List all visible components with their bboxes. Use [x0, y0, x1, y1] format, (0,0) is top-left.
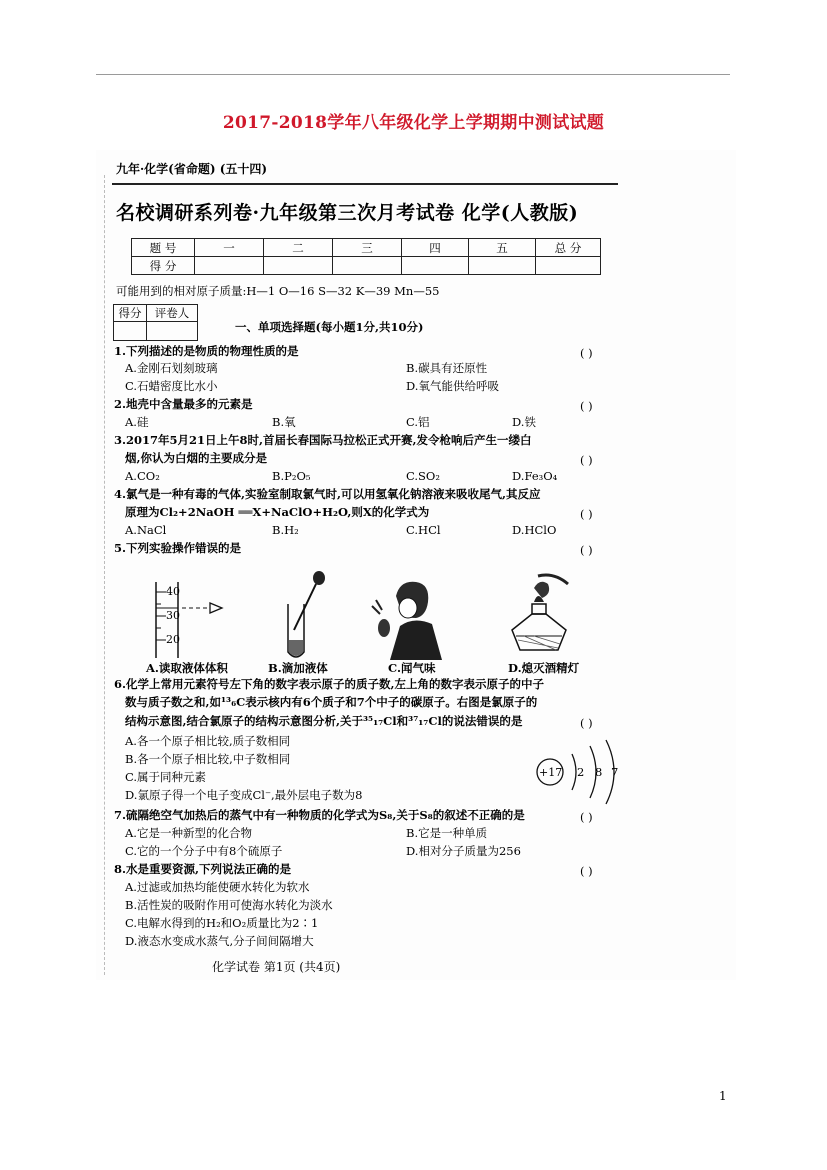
series-label: 九年·化学(省命题) (五十四) [116, 162, 268, 176]
alcohol-lamp-figure [498, 570, 578, 662]
smelling-person-figure [370, 576, 450, 662]
grader-box [113, 304, 198, 341]
grader-score-label: 得分 [114, 305, 147, 322]
q3-option-d: D.Fe₃O₄ [512, 469, 558, 483]
q1-stem: 1.下列描述的是物质的物理性质的是 [114, 344, 299, 358]
q2-option-c: C.铝 [406, 415, 430, 429]
q8-option-d: D.液态水变成水蒸气,分子间间隔增大 [125, 934, 314, 948]
answer-blank: ( ) [580, 543, 593, 557]
q4-option-c: C.HCl [406, 523, 441, 537]
score-cell: 二 [264, 239, 333, 257]
q8-stem: 8.水是重要资源,下列说法正确的是 [114, 862, 292, 876]
exam-title: 名校调研系列卷·九年级第三次月考试卷 化学(人教版) [116, 202, 579, 224]
score-value-row [132, 257, 601, 275]
q2-option-d: D.铁 [512, 415, 536, 429]
answer-blank: ( ) [580, 507, 593, 521]
score-row-label: 得 分 [132, 257, 195, 275]
score-cell: 题 号 [132, 239, 195, 257]
q5-option-d: D.熄灭酒精灯 [508, 661, 580, 675]
scale-label: 30 [166, 609, 180, 622]
q7-option-a: A.它是一种新型的化合物 [125, 826, 252, 840]
answer-blank: ( ) [580, 716, 593, 730]
q1-option-a: A.金刚石划刻玻璃 [125, 361, 218, 375]
score-cell: 五 [469, 239, 536, 257]
q3-option-b: B.P₂O₅ [272, 469, 311, 483]
score-header-row [132, 239, 601, 257]
shell-electrons: 7 [611, 765, 619, 779]
shell-electrons: 2 [577, 765, 585, 779]
grader-reviewer-label: 评卷人 [147, 305, 198, 322]
q2-stem: 2.地壳中含量最多的元素是 [114, 397, 253, 411]
q4-stem-line2: 原理为Cl₂+2NaOH ══X+NaClO+H₂O,则X的化学式为 [125, 505, 430, 519]
q8-option-a: A.过滤或加热均能使硬水转化为软水 [125, 880, 310, 894]
q2-option-a: A.硅 [125, 415, 149, 429]
q4-option-d: D.HClO [512, 523, 557, 537]
series-rule [112, 183, 618, 185]
exam-footer: 化学试卷 第1页 (共4页) [212, 960, 341, 974]
answer-blank: ( ) [580, 864, 593, 878]
score-cell: 一 [195, 239, 264, 257]
score-cell: 总 分 [536, 239, 601, 257]
graduated-cylinder-figure [148, 578, 238, 660]
shell-electrons: 8 [595, 765, 603, 779]
q7-option-c: C.它的一个分子中有8个硫原子 [125, 844, 283, 858]
answer-blank: ( ) [580, 810, 593, 824]
answer-blank: ( ) [580, 399, 593, 413]
q3-option-c: C.SO₂ [406, 469, 440, 483]
q7-option-b: B.它是一种单质 [406, 826, 488, 840]
q6-stem-line2: 数与质子数之和,如¹³₆C表示核内有6个质子和7个中子的碳原子。右图是氯原子的 [125, 695, 538, 709]
q3-stem-line1: 3.2017年5月21日上午8时,首届长春国际马拉松正式开赛,发令枪响后产生一缕白 [114, 433, 532, 447]
answer-blank: ( ) [580, 453, 593, 467]
q4-stem-line1: 4.氯气是一种有毒的气体,实验室制取氯气时,可以用氢氧化钠溶液来吸收尾气,其反应 [114, 487, 541, 501]
q7-stem: 7.硫隔绝空气加热后的蒸气中有一种物质的化学式为S₈,关于S₈的叙述不正确的是 [114, 808, 525, 822]
q4-option-b: B.H₂ [272, 523, 299, 537]
grader-blank [114, 322, 147, 341]
q5-option-a: A.读取液体体积 [146, 661, 228, 675]
score-blank [536, 257, 601, 275]
q5-option-c: C.闻气味 [388, 661, 436, 675]
dropper-test-tube-figure [282, 570, 332, 662]
q4-option-a: A.NaCl [125, 523, 167, 537]
scale-label: 20 [166, 633, 180, 646]
score-blank [195, 257, 264, 275]
score-blank [469, 257, 536, 275]
score-cell: 四 [402, 239, 469, 257]
section-heading: 一、单项选择题(每小题1分,共10分) [235, 320, 424, 334]
q6-option-c: C.属于同种元素 [125, 770, 207, 784]
q7-option-d: D.相对分子质量为256 [406, 844, 521, 858]
q6-option-b: B.各一个原子相比较,中子数相同 [125, 752, 291, 766]
q5-option-b: B.滴加液体 [268, 661, 328, 675]
score-blank [333, 257, 402, 275]
grader-blank [147, 322, 198, 341]
score-cell: 三 [333, 239, 402, 257]
scale-label: 40 [166, 585, 180, 598]
header-rule [96, 74, 730, 75]
q3-stem-line2: 烟,你认为白烟的主要成分是 [125, 451, 268, 465]
q3-option-a: A.CO₂ [125, 469, 160, 483]
binding-margin-line [104, 175, 105, 975]
q1-option-c: C.石蜡密度比水小 [125, 379, 218, 393]
q6-option-d: D.氯原子得一个电子变成Cl⁻,最外层电子数为8 [125, 788, 363, 802]
q1-option-d: D.氧气能供给呼吸 [406, 379, 499, 393]
q6-option-a: A.各一个原子相比较,质子数相同 [125, 734, 291, 748]
q8-option-c: C.电解水得到的H₂和O₂质量比为2∶1 [125, 916, 319, 930]
nucleus-charge: +17 [539, 766, 563, 779]
page-number: 1 [719, 1089, 727, 1103]
score-blank [264, 257, 333, 275]
q2-option-b: B.氧 [272, 415, 296, 429]
answer-blank: ( ) [580, 346, 593, 360]
q6-stem-line3: 结构示意图,结合氯原子的结构示意图分析,关于³⁵₁₇Cl和³⁷₁₇Cl的说法错误的是 [125, 714, 523, 728]
q1-option-b: B.碳具有还原性 [406, 361, 488, 375]
score-blank [402, 257, 469, 275]
q6-stem-line1: 6.化学上常用元素符号左下角的数字表示原子的质子数,左上角的数字表示原子的中子 [114, 677, 545, 691]
document-title: 2017-2018学年八年级化学上学期期中测试试题 [222, 113, 605, 133]
score-table [131, 238, 601, 275]
q8-option-b: B.活性炭的吸附作用可使海水转化为淡水 [125, 898, 333, 912]
q5-stem: 5.下列实验操作错误的是 [114, 541, 242, 555]
atomic-masses: 可能用到的相对原子质量:H—1 O—16 S—32 K—39 Mn—55 [116, 284, 440, 298]
